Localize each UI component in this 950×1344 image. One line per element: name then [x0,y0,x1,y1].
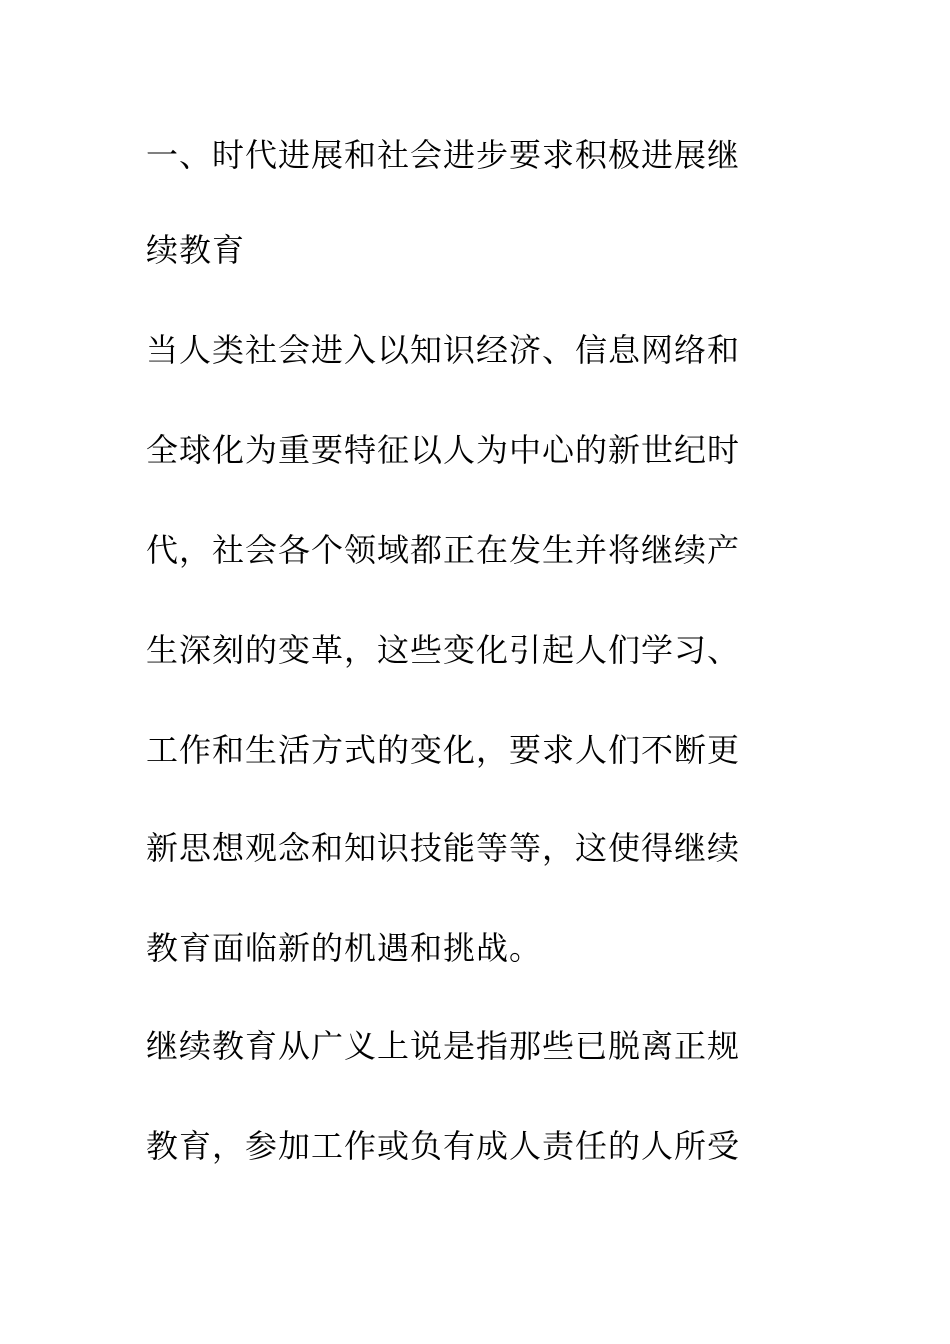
paragraph-1-line-7: 教育面临新的机遇和挑战。 [146,929,543,967]
section-heading-line-2: 续教育 [146,231,246,269]
paragraph-1-line-3: 代，社会各个领域都正在发生并将继续产 [146,531,741,569]
paragraph-1-line-6: 新思想观念和知识技能等等，这使得继续 [146,829,741,867]
paragraph-1-line-5: 工作和生活方式的变化，要求人们不断更 [146,731,741,769]
paragraph-2-line-1: 继续教育从广义上说是指那些已脱离正规 [146,1027,741,1065]
paragraph-1-line-2: 全球化为重要特征以人为中心的新世纪时 [146,431,741,469]
paragraph-1-line-4: 生深刻的变革，这些变化引起人们学习、 [146,631,741,669]
paragraph-2-line-2: 教育，参加工作或负有成人责任的人所受 [146,1127,741,1165]
section-heading-line-1: 一、时代进展和社会进步要求积极进展继 [146,136,741,174]
paragraph-1-line-1: 当人类社会进入以知识经济、信息网络和 [146,331,741,369]
